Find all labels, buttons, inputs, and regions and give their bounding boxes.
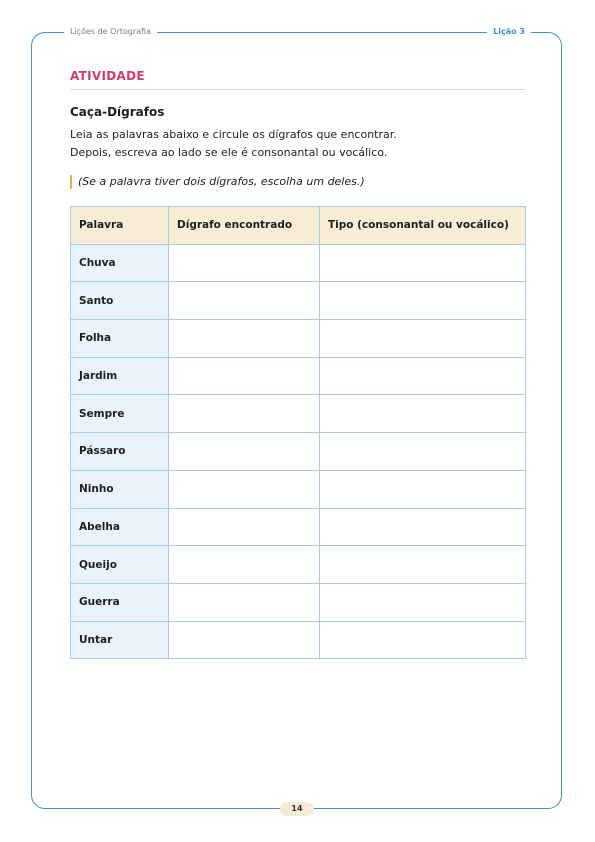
column-header-digraph: Dígrafo encontrado bbox=[169, 207, 320, 245]
table-row bbox=[71, 621, 526, 659]
running-header-title: Lições de Ortografia bbox=[64, 25, 157, 38]
instruction-line-1: Leia as palavras abaixo e circule os dígrafos que encontrar. bbox=[70, 128, 397, 141]
type-answer-cell[interactable] bbox=[320, 508, 526, 546]
section-label: ATIVIDADE bbox=[70, 69, 145, 83]
digraph-answer-cell[interactable] bbox=[169, 621, 320, 659]
table-header-row bbox=[71, 207, 526, 245]
instruction-line-2: Depois, escreva ao lado se ele é consonantal ou vocálico. bbox=[70, 146, 388, 159]
table-row bbox=[71, 395, 526, 433]
digraph-answer-cell[interactable] bbox=[169, 244, 320, 282]
word-cell: Folha bbox=[71, 320, 169, 358]
activity-title: Caça-Dígrafos bbox=[70, 105, 165, 119]
digraph-answer-cell[interactable] bbox=[169, 320, 320, 358]
section-divider bbox=[70, 89, 525, 90]
worksheet-table bbox=[70, 206, 526, 659]
type-answer-cell[interactable] bbox=[320, 395, 526, 433]
word-cell: Jardim bbox=[71, 357, 169, 395]
digraph-answer-cell[interactable] bbox=[169, 357, 320, 395]
table-row bbox=[71, 508, 526, 546]
type-answer-cell[interactable] bbox=[320, 546, 526, 584]
table-row bbox=[71, 244, 526, 282]
type-answer-cell[interactable] bbox=[320, 433, 526, 471]
column-header-word: Palavra bbox=[71, 207, 169, 245]
instruction-note: (Se a palavra tiver dois dígrafos, escolha um deles.) bbox=[70, 175, 365, 189]
type-answer-cell[interactable] bbox=[320, 357, 526, 395]
digraph-answer-cell[interactable] bbox=[169, 470, 320, 508]
table-row bbox=[71, 433, 526, 471]
table-row bbox=[71, 320, 526, 358]
word-cell: Chuva bbox=[71, 244, 169, 282]
table-row bbox=[71, 357, 526, 395]
type-answer-cell[interactable] bbox=[320, 244, 526, 282]
digraph-answer-cell[interactable] bbox=[169, 583, 320, 621]
running-header-lesson: Lição 3 bbox=[487, 25, 531, 38]
table-row bbox=[71, 282, 526, 320]
word-cell: Queijo bbox=[71, 546, 169, 584]
digraph-answer-cell[interactable] bbox=[169, 282, 320, 320]
digraph-answer-cell[interactable] bbox=[169, 395, 320, 433]
word-cell: Santo bbox=[71, 282, 169, 320]
word-cell: Abelha bbox=[71, 508, 169, 546]
word-cell: Pássaro bbox=[71, 433, 169, 471]
digraph-answer-cell[interactable] bbox=[169, 546, 320, 584]
digraph-answer-cell[interactable] bbox=[169, 433, 320, 471]
table-row bbox=[71, 546, 526, 584]
column-header-type: Tipo (consonantal ou vocálico) bbox=[320, 207, 526, 245]
word-cell: Sempre bbox=[71, 395, 169, 433]
type-answer-cell[interactable] bbox=[320, 621, 526, 659]
type-answer-cell[interactable] bbox=[320, 583, 526, 621]
type-answer-cell[interactable] bbox=[320, 320, 526, 358]
type-answer-cell[interactable] bbox=[320, 470, 526, 508]
table-row bbox=[71, 583, 526, 621]
digraph-answer-cell[interactable] bbox=[169, 508, 320, 546]
word-cell: Ninho bbox=[71, 470, 169, 508]
word-cell: Untar bbox=[71, 621, 169, 659]
word-cell: Guerra bbox=[71, 583, 169, 621]
page-number: 14 bbox=[280, 802, 314, 816]
type-answer-cell[interactable] bbox=[320, 282, 526, 320]
table-row bbox=[71, 470, 526, 508]
